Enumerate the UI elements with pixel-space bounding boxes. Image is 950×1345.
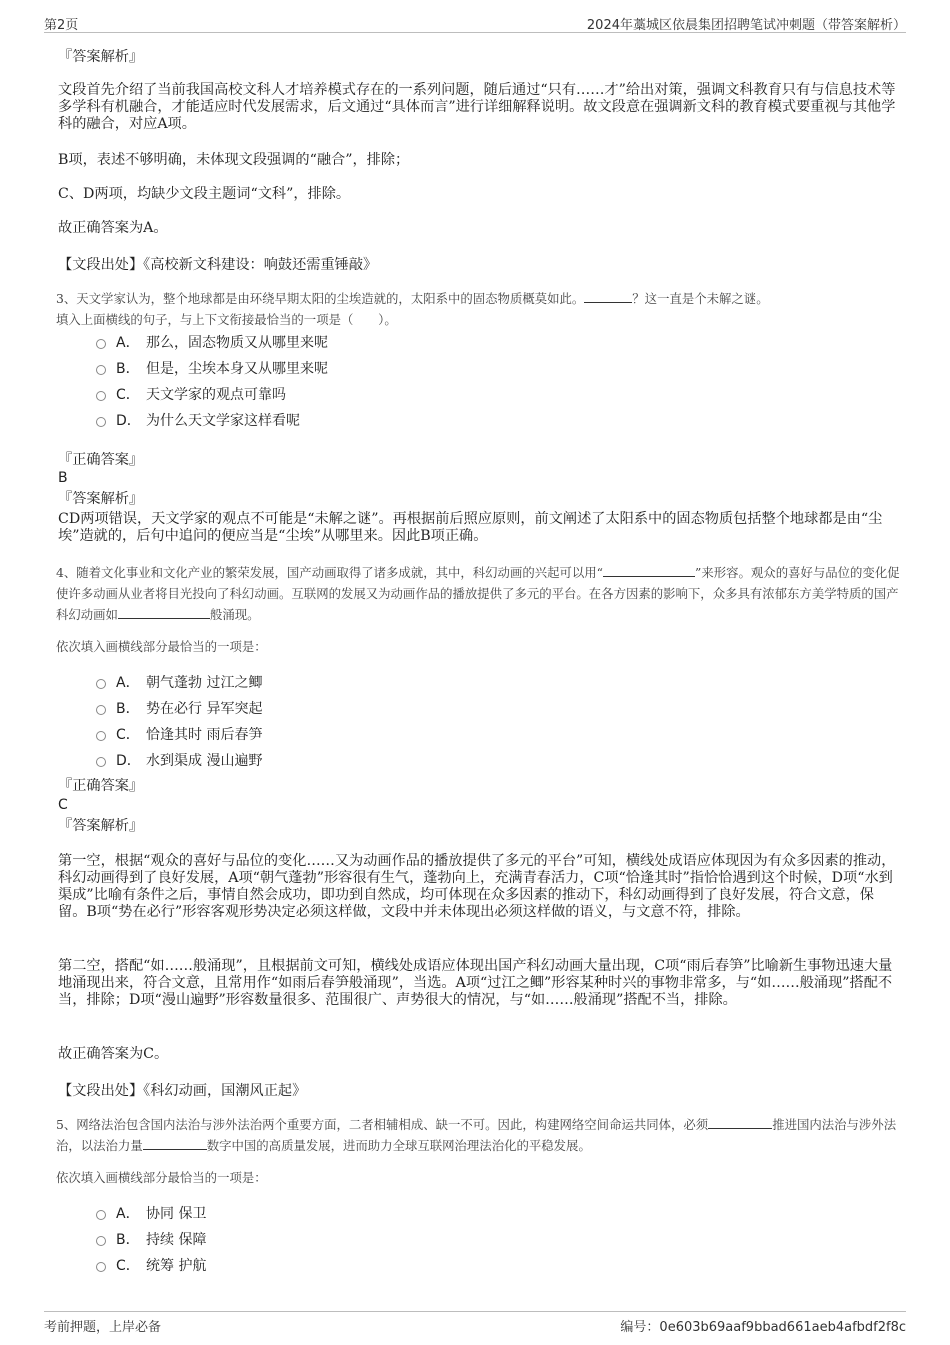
- option-letter: B．: [116, 1232, 140, 1248]
- analysis-label: 『答案解析』: [58, 491, 144, 507]
- option-a[interactable]: [96, 332, 328, 352]
- document-code: 编号：0e603b69aaf9bbad661aeb4afbdf2f8c: [620, 1320, 906, 1335]
- radio-icon[interactable]: [96, 1236, 106, 1246]
- page-header: [44, 10, 906, 33]
- source-citation: 【文段出处】《科幻动画，国潮风正起》: [58, 1083, 307, 1099]
- question-prompt: 依次填入画横线部分最恰当的一项是：: [56, 639, 267, 654]
- option-letter: B．: [116, 701, 140, 717]
- radio-icon[interactable]: [96, 679, 106, 689]
- analysis-paragraph: 第二空，搭配“如……般涌现”，且根据前文可知，横线处成语应体现出国产科幻动画大量出现，C项“雨后春笋”比喻新生事物迅速大量地涌现出来，符合文意，且常用作“如雨后春笋般涌现”，当选。A项“过江之鲫”形容某种时兴的事物非常多，与“如……般涌现”搭配不当，排除；D项“漫山遍野”形容数量很多、范围很广、声势很大的情况，与“如……般涌现”搭配不当，排除。: [58, 958, 893, 1008]
- stem-text: ？这一直是个未解之谜。: [632, 291, 769, 306]
- question-stem: [56, 562, 901, 625]
- option-letter: C．: [116, 1258, 140, 1274]
- radio-icon[interactable]: [96, 1262, 106, 1272]
- option-letter: C．: [116, 387, 140, 403]
- correct-answer: C: [58, 797, 68, 813]
- question-stem: [56, 288, 901, 330]
- analysis-label: 『答案解析』: [58, 49, 144, 65]
- question-stem: [56, 1114, 901, 1156]
- option-c[interactable]: [96, 384, 286, 404]
- footer-slogan: 考前押题，上岸必备: [44, 1320, 162, 1335]
- option-letter: D．: [116, 413, 141, 429]
- option-letter: A．: [116, 1206, 140, 1222]
- option-b[interactable]: [96, 358, 328, 378]
- correct-answer: B: [58, 470, 68, 486]
- stem-text: 般涌现。: [209, 607, 260, 622]
- analysis-paragraph: CD两项错误，天文学家的观点不可能是“未解之谜”。再根据前后照应原则，前文阐述了太阳系中的固态物质包括整个地球都是由“尘埃”造就的，后句中追问的便应当是“尘埃”从哪里来。因此B项正确。: [58, 511, 883, 544]
- option-text: 持续 保障: [146, 1232, 207, 1248]
- option-b[interactable]: [96, 698, 262, 718]
- stem-text: 4、随着文化事业和文化产业的繁荣发展，国产动画取得了诸多成就，其中，科幻动画的兴起可以用“: [56, 565, 604, 580]
- option-b[interactable]: [96, 1229, 206, 1249]
- analysis-paragraph: 文段首先介绍了当前我国高校文科人才培养模式存在的一系列问题，随后通过“只有……才”给出对策，强调文科教育只有与信息技术等多学科有机融合，才能适应时代发展需求，后文通过“具体而言”进行详细解释说明。故文段意在强调新文科的教育模式要重视与其他学科的融合，对应A项。: [58, 82, 896, 132]
- fill-blank: [118, 606, 210, 619]
- option-letter: A．: [116, 675, 140, 691]
- option-text: 水到渠成 漫山遍野: [146, 753, 263, 769]
- document-title: 2024年藁城区依晨集团招聘笔试冲刺题（带答案解析）: [586, 18, 906, 33]
- page-number: 第2页: [44, 18, 79, 33]
- radio-icon[interactable]: [96, 1210, 106, 1220]
- analysis-paragraph: C、D两项，均缺少文段主题词“文科”，排除。: [58, 186, 351, 202]
- stem-text: ”来形容。观众的喜好与品位的变化促使许多动画从业者将目光投向了科幻动画。互联网的发展又为动画作品的播放提供了多元的平台。在各方因素的影响下，众多具有浓郁东方美学特质的国产科幻动画如: [56, 565, 900, 622]
- analysis-paragraph: B项，表述不够明确，未体现文段强调的“融合”，排除；: [58, 152, 410, 168]
- stem-text: 数字中国的高质量发展，进而助力全球互联网治理法治化的平稳发展。: [206, 1138, 591, 1153]
- fill-blank: [708, 1116, 772, 1129]
- radio-icon[interactable]: [96, 417, 106, 427]
- fill-blank: [603, 564, 695, 577]
- option-text: 天文学家的观点可靠吗: [146, 387, 286, 403]
- question-prompt: 依次填入画横线部分最恰当的一项是：: [56, 1170, 267, 1185]
- option-letter: A．: [116, 335, 140, 351]
- option-text: 势在必行 异军突起: [146, 701, 263, 717]
- radio-icon[interactable]: [96, 365, 106, 375]
- analysis-label: 『答案解析』: [58, 818, 144, 834]
- radio-icon[interactable]: [96, 705, 106, 715]
- stem-text: 填入上面横线的句子，与上下文衔接最恰当的一项是（ ）。: [56, 312, 397, 327]
- option-a[interactable]: [96, 1203, 206, 1223]
- conclusion: 故正确答案为C。: [58, 1046, 169, 1062]
- option-letter: C．: [116, 727, 140, 743]
- option-text: 但是，尘埃本身又从哪里来呢: [146, 361, 328, 377]
- source-citation: 【文段出处】《高校新文科建设：响鼓还需重锤敲》: [58, 257, 378, 273]
- radio-icon[interactable]: [96, 757, 106, 767]
- radio-icon[interactable]: [96, 339, 106, 349]
- correct-answer-label: 『正确答案』: [58, 778, 144, 794]
- correct-answer-label: 『正确答案』: [58, 452, 144, 468]
- page-footer: [44, 1311, 906, 1338]
- stem-text: 5、网络法治包含国内法治与涉外法治两个重要方面，二者相辅相成、缺一不可。因此，构建网络空间命运共同体，必须: [56, 1117, 709, 1132]
- fill-blank: [143, 1137, 207, 1150]
- option-c[interactable]: [96, 724, 262, 744]
- option-text: 恰逢其时 雨后春笋: [146, 727, 263, 743]
- option-text: 那么，固态物质又从哪里来呢: [146, 335, 328, 351]
- radio-icon[interactable]: [96, 391, 106, 401]
- option-a[interactable]: [96, 672, 262, 692]
- option-letter: B．: [116, 361, 140, 377]
- option-c[interactable]: [96, 1255, 206, 1275]
- fill-blank: [584, 290, 632, 303]
- option-d[interactable]: [96, 410, 300, 430]
- option-letter: D．: [116, 753, 141, 769]
- option-text: 协同 保卫: [146, 1206, 207, 1222]
- analysis-paragraph: 第一空，根据“观众的喜好与品位的变化……又为动画作品的播放提供了多元的平台”可知，横线处成语应体现因为有众多因素的推动，科幻动画得到了良好发展，A项“朝气蓬勃”形容很有生气，蓬勃向上，充满青春活力，C项“恰逢其时”指恰恰遇到这个时候，D项“水到渠成”比喻有条件之后，事情自然会成功，即功到自然成，均可体现在众多因素的推动下，科幻动画得到了良好发展，符合文意，保留。B项“势在必行”形容客观形势决定必须这样做，文段中并未体现出必须这样做的语义，与文意不符，排除。: [58, 853, 896, 920]
- option-text: 为什么天文学家这样看呢: [146, 413, 300, 429]
- option-text: 朝气蓬勃 过江之鲫: [146, 675, 263, 691]
- radio-icon[interactable]: [96, 731, 106, 741]
- stem-text: 3、天文学家认为，整个地球都是由环绕早期太阳的尘埃造就的，太阳系中的固态物质概莫如此。: [56, 291, 585, 306]
- option-d[interactable]: [96, 750, 262, 770]
- conclusion: 故正确答案为A。: [58, 220, 168, 236]
- option-text: 统筹 护航: [146, 1258, 207, 1274]
- stem-text: 推进国内法治与涉外法治，以法治力量: [56, 1117, 897, 1153]
